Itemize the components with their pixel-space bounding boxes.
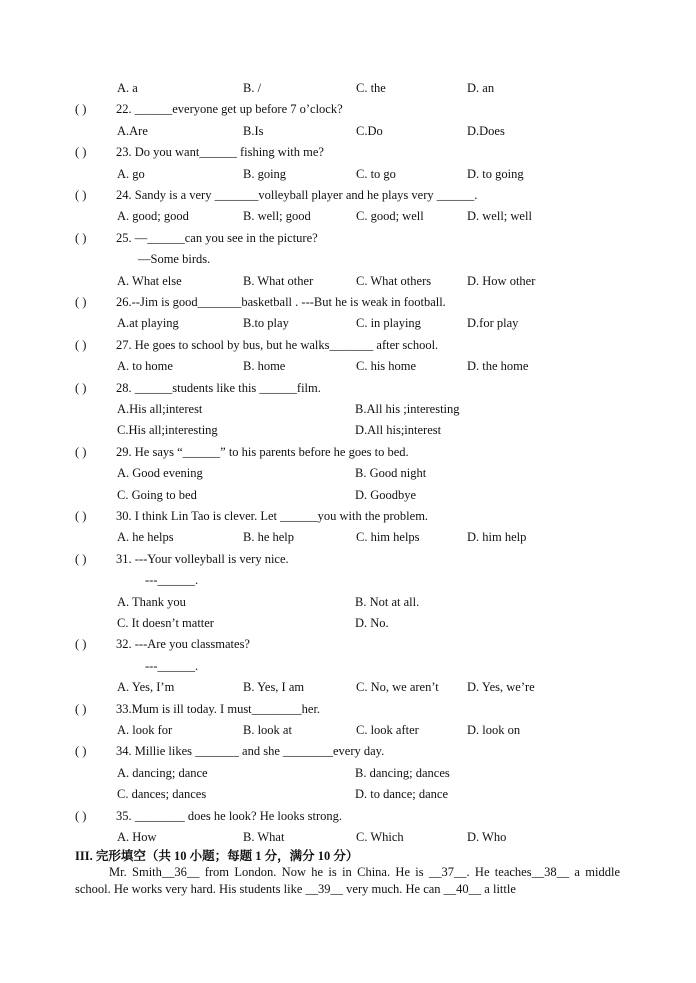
option: A. go [117,166,145,181]
option: D. No. [355,616,389,630]
option: C. good; well [356,209,424,224]
option: C. in playing [356,316,421,331]
option: A.Are [117,123,148,138]
option: C. him helps [356,530,420,545]
option: B. well; good [243,209,311,224]
question-sub-line: —Some birds. [138,252,211,267]
answer-paren: ( ) [75,744,87,759]
option: D. Goodbye [355,487,417,502]
text-line [0,613,696,633]
text-line [0,356,696,376]
option: A. Thank you [117,594,186,609]
text-line [0,827,696,847]
text-line [0,699,696,719]
option: A. Good evening [117,466,203,481]
option: D. to dance; dance [355,787,449,802]
question-text: 22. ______everyone get up before 7 o’clock? [116,102,343,117]
question-text: 23. Do you want______ fishing with me? [116,145,324,160]
question-text: 34. Millie likes _______ and she ________every day. [116,744,385,759]
option: D. How other [467,273,536,288]
question-text: 24. Sandy is a very _______volleyball player and he plays very ______. [116,188,478,202]
option: B. What other [243,273,314,288]
answer-paren: ( ) [75,230,87,245]
option: D. the home [467,359,529,374]
option: C.Do [356,123,383,138]
option: B. / [243,81,262,95]
text-line [0,420,696,440]
option: C. No, we aren’t [356,680,439,695]
text-line [0,806,696,826]
text-line [0,378,696,398]
text-line [0,677,696,697]
text-line [0,99,696,119]
text-line [0,206,696,226]
option: D.All his;interest [355,423,442,438]
option: D. to going [467,166,524,181]
option: B. look at [243,723,292,737]
text-line [0,271,696,291]
question-text: 25. —______can you see in the picture? [116,230,318,245]
text-line [0,741,696,761]
option: B. dancing; dances [355,765,450,780]
option: C. It doesn’t matter [117,616,214,630]
question-text: 32. ---Are you classmates? [116,637,250,652]
answer-paren: ( ) [75,551,87,566]
answer-paren: ( ) [75,808,87,823]
answer-paren: ( ) [75,701,87,716]
option: A. How [117,830,157,844]
option: D. well; well [467,209,532,224]
option: B. Good night [355,466,427,481]
answer-paren: ( ) [75,295,87,309]
text-line [0,313,696,333]
section-title: III. 完形填空（共 10 小题；每题 1 分，满分 10 分） [75,849,359,864]
answer-paren: ( ) [75,380,87,395]
option: D. Who [467,830,507,844]
option: A. good; good [117,209,189,224]
answer-paren: ( ) [75,102,87,117]
option: B. Not at all. [355,594,420,609]
option: B. home [243,359,286,374]
option: C. to go [356,166,396,181]
option: B.All his ;interesting [355,402,460,416]
text-line [0,784,696,804]
option: C.His all;interesting [117,423,218,438]
text-line [0,463,696,483]
answer-paren: ( ) [75,337,87,352]
option: D. Yes, we’re [467,680,535,695]
option: B.Is [243,123,264,138]
option: A.His all;interest [117,402,203,416]
passage-text: Mr. Smith__36__ from London. Now he is in China. He is __37__. He teaches__38__ a middle school. He works very hard. His students like __39__ very much. He can __40__ a little [75,865,620,897]
option: B.to play [243,316,289,331]
question-text: 31. ---Your volleyball is very nice. [116,551,289,566]
text-line [0,399,696,419]
option: A. a [117,81,138,95]
question-text: 30. I think Lin Tao is clever. Let ______you with the problem. [116,509,429,523]
text-line [0,720,696,740]
answer-paren: ( ) [75,509,87,523]
text-line [0,485,696,505]
option: D. an [467,81,495,95]
question-text: 33.Mum is ill today. I must________her. [116,701,321,716]
answer-paren: ( ) [75,637,87,652]
option: A. What else [117,273,182,288]
text-line [0,506,696,526]
option: A. to home [117,359,173,374]
text-line [0,570,696,590]
option: D. him help [467,530,527,545]
option: C. the [356,81,386,95]
text-line [0,527,696,547]
option: D. look on [467,723,521,737]
text-line [0,634,696,654]
text-line [0,249,696,269]
option: C. Which [356,830,404,844]
option: B. Yes, I am [243,680,305,695]
option: D.for play [467,316,519,331]
text-line [0,292,696,312]
question-text: 29. He says “______” to his parents before he goes to bed. [116,444,409,459]
question-text: 35. ________ does he look? He looks strong. [116,808,343,823]
option: B. he help [243,530,295,545]
cloze-passage [75,864,620,898]
text-line [0,185,696,205]
text-line [0,442,696,462]
option: A. he helps [117,530,174,545]
option: B. What [243,830,285,844]
option: C. dances; dances [117,787,207,802]
question-sub-line: ---______. [145,658,199,673]
option: C. Going to bed [117,487,197,502]
text-line [0,592,696,612]
option: A. look for [117,723,173,737]
option: A. dancing; dance [117,765,208,780]
option: C. look after [356,723,419,737]
option: D.Does [467,123,505,138]
question-sub-line: ---______. [145,573,199,588]
answer-paren: ( ) [75,444,87,459]
text-line [0,228,696,248]
option: A.at playing [117,316,179,331]
text-line [0,78,696,98]
question-text: 27. He goes to school by bus, but he walks_______ after school. [116,337,439,352]
text-line [0,335,696,355]
option: A. Yes, I’m [117,680,175,695]
text-line [0,121,696,141]
question-text: 28. ______students like this ______film. [116,380,321,395]
option: C. What others [356,273,432,288]
answer-paren: ( ) [75,188,87,202]
option: C. his home [356,359,417,374]
text-line [0,142,696,162]
answer-paren: ( ) [75,145,87,160]
option: B. going [243,166,287,181]
text-line [0,656,696,676]
question-text: 26.--Jim is good_______basketball . ---But he is weak in football. [116,295,446,309]
text-line [0,763,696,783]
text-line [0,549,696,569]
text-line [0,164,696,184]
